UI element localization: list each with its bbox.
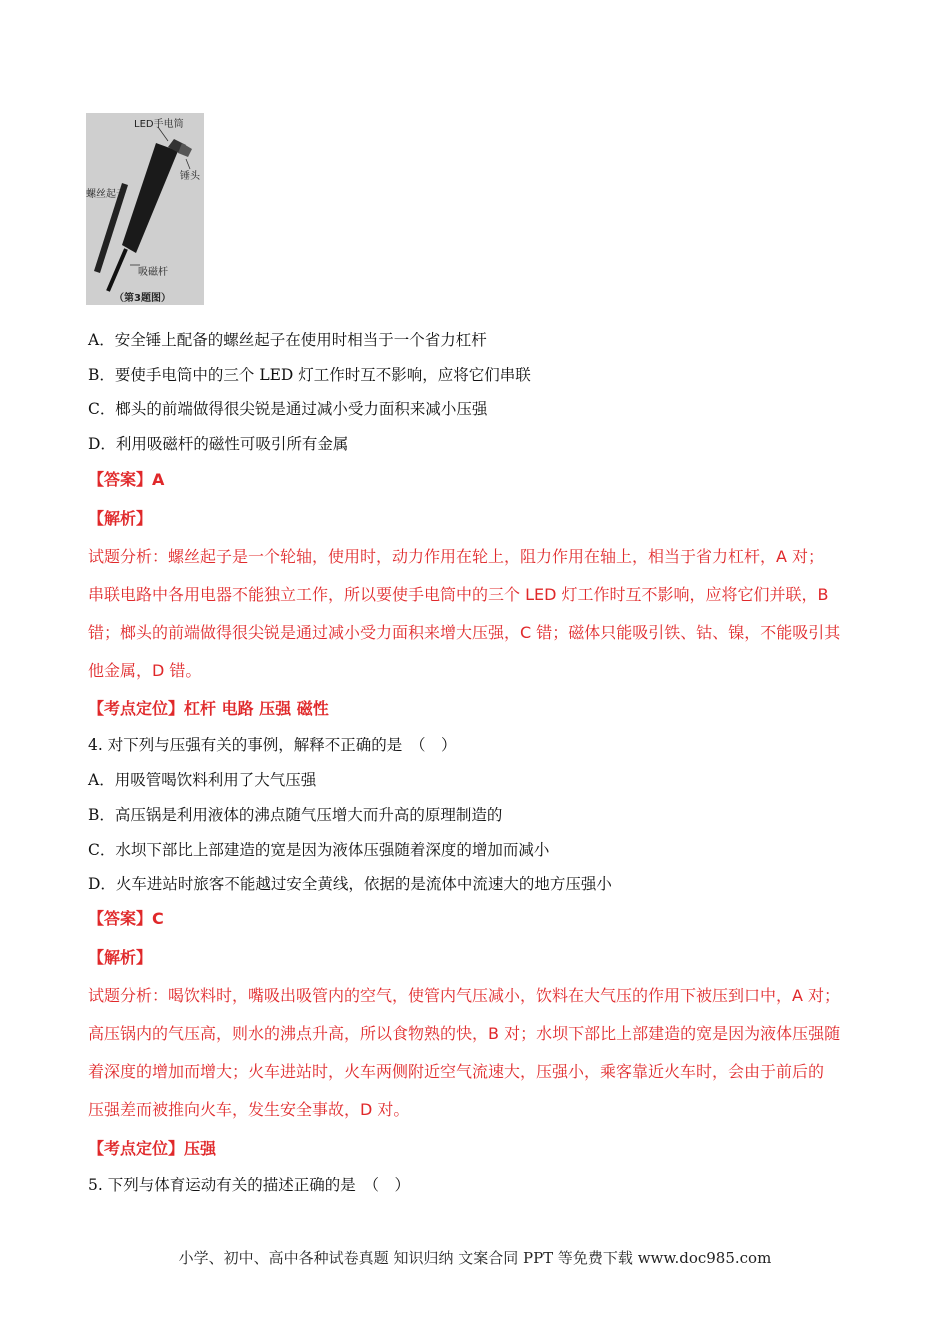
q4-option-c: C．水坝下部比上部建造的宽是因为液体压强随着深度的增加而减小 [88,841,550,859]
q3-analysis-line: 试题分析：螺丝起子是一个轮轴，使用时，动力作用在轮上，阻力作用在轴上，相当于省力杠杆，A 对； [88,547,825,566]
q3-answer: 【答案】A [88,470,165,489]
flashlight-figure [86,113,204,305]
q4-analysis-line: 试题分析：喝饮料时，嘴吸出吸管内的空气，使管内气压减小，饮料在大气压的作用下被压到口中，A 对； [88,986,841,1005]
figure-label-hammer: 锤头 [180,171,200,182]
q4-option-b: B．高压锅是利用液体的沸点随气压增大而升高的原理制造的 [88,806,503,824]
q4-option-d: D．火车进站时旅客不能越过安全黄线，依据的是流体中流速大的地方压强小 [88,875,612,893]
q3-analysis-line: 错；榔头的前端做得很尖锐是通过减小受力面积来增大压强，C 错；磁体只能吸引铁、钴、镍，不能吸引其 [88,623,841,642]
watermark: ​ [633,481,647,519]
q3-option-a: A．安全锤上配备的螺丝起子在使用时相当于一个省力杠杆 [88,331,487,349]
q4-analysis-line: 着深度的增加而增大；火车进站时，火车两侧附近空气流速大，压强小，乘客靠近火车时，会由于前后的 [88,1062,825,1081]
figure-label-led: LED手电筒 [134,119,184,130]
q3-analysis-line: 他金属，D 错。 [88,661,202,680]
q4-analysis-title: 【解析】 [88,948,153,967]
q4-option-a: A．用吸管喝饮料利用了大气压强 [88,771,317,789]
q3-option-d: D．利用吸磁杆的磁性可吸引所有金属 [88,435,349,453]
q3-analysis-title: 【解析】 [88,509,153,528]
q3-option-c: C．榔头的前端做得很尖锐是通过减小受力面积来减小压强 [88,400,488,418]
q4-analysis-line: 高压锅内的气压高，则水的沸点升高，所以食物熟的快，B 对；水坝下部比上部建造的宽是因为液体压强随 [88,1024,841,1043]
q5-stem: 5. 下列与体育运动有关的描述正确的是 （ ） [88,1176,410,1194]
q4-answer: 【答案】C [88,909,164,928]
q3-analysis-line: 串联电路中各用电器不能独立工作，所以要使手电筒中的三个 LED 灯工作时互不影响，应将它们并联，B [88,585,829,604]
figure-label-screwdriver: 螺丝起子 [86,189,126,200]
q3-option-b: B．要使手电筒中的三个 LED 灯工作时互不影响，应将它们串联 [88,366,531,384]
figure-caption: （第3题图） [114,293,171,304]
q4-stem: 4. 对下列与压强有关的事例，解释不正确的是 （ ） [88,736,457,754]
q3-kaodian: 【考点定位】杠杆 电路 压强 磁性 [88,699,329,718]
page-footer: 小学、初中、高中各种试卷真题 知识归纳 文案合同 PPT 等免费下载 www.doc985.com [178,1249,772,1267]
q4-kaodian: 【考点定位】压强 [88,1139,217,1158]
figure-label-magnet: 吸磁杆 [138,267,168,278]
q4-analysis-line: 压强差而被推向火车，发生安全事故，D 对。 [88,1100,410,1119]
